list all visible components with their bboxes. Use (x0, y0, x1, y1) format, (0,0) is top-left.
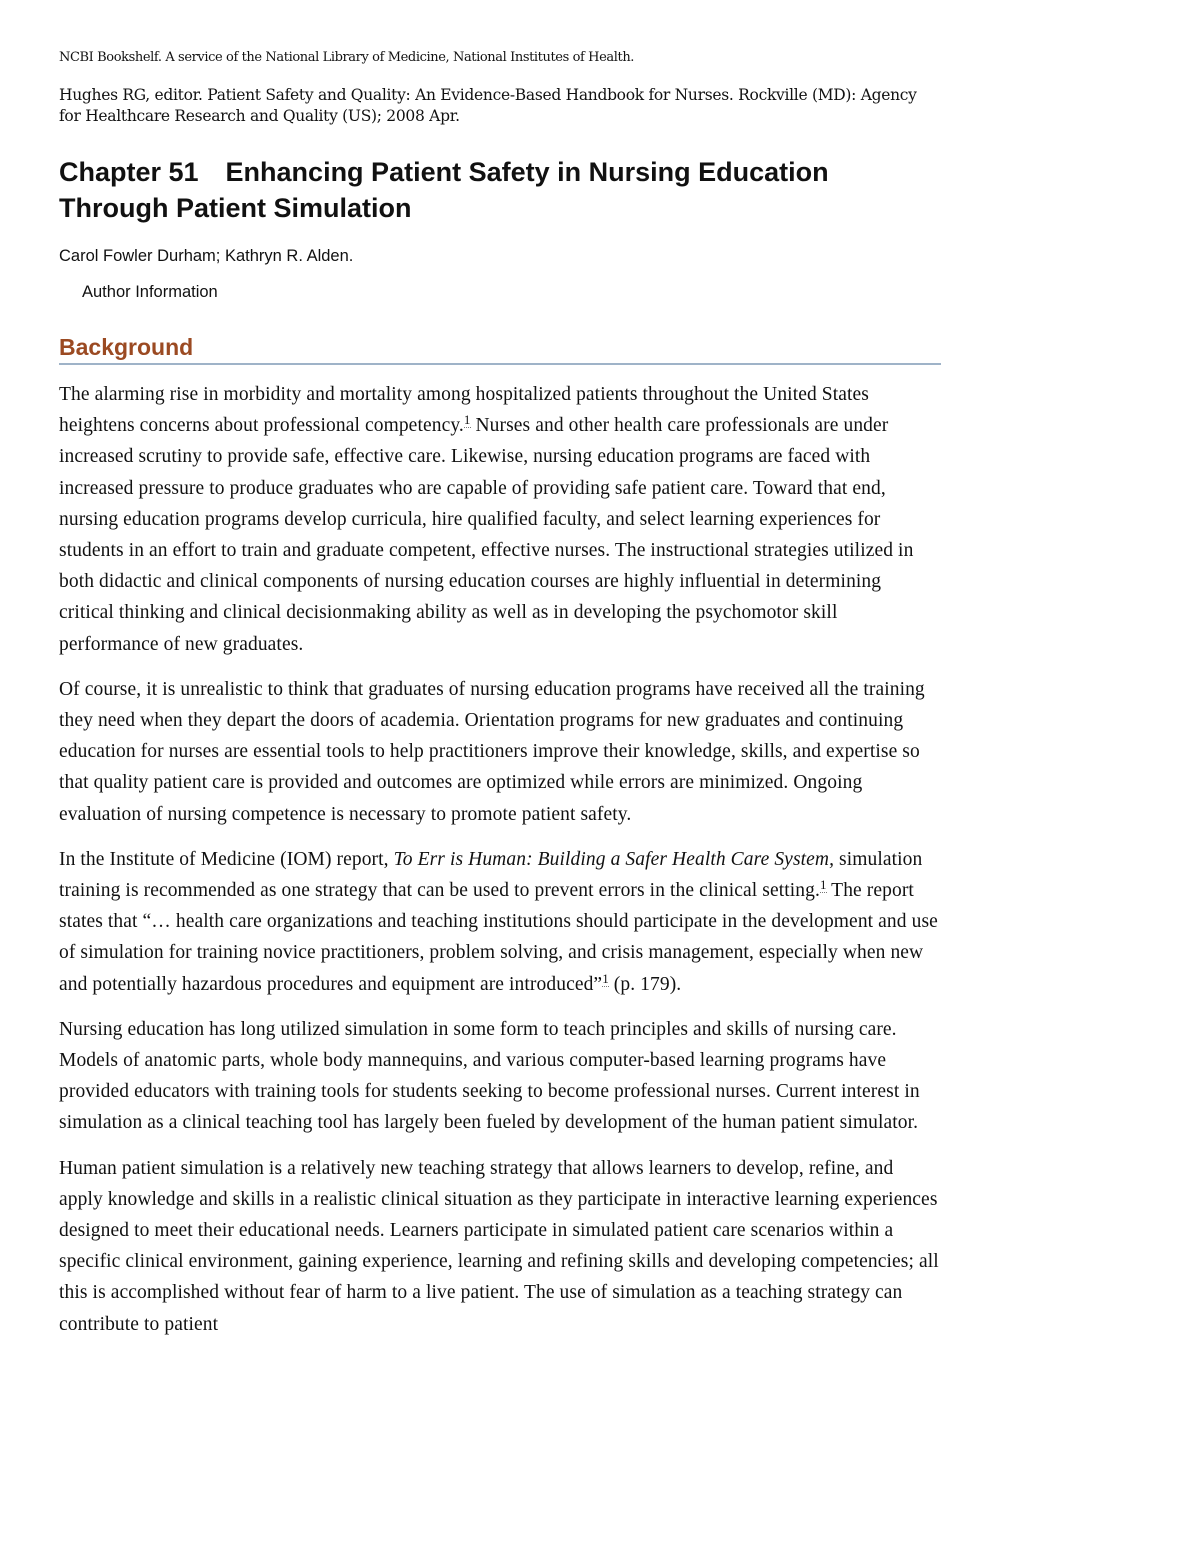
paragraph-3-text-b: simulation training is recommended as one strategy that can be used to prevent errors in the clinical setting. (59, 848, 923, 902)
book-citation: Hughes RG, editor. Patient Safety and Quality: An Evidence-Based Handbook for Nurses. Rockville (MD): Agency for Healthcare Research and Quality (US); 2008 Apr. (59, 86, 917, 125)
chapter-authors: Carol Fowler Durham; Kathryn R. Alden. (59, 247, 354, 265)
paragraph-5: Human patient simulation is a relatively new teaching strategy that allows learners to develop, refine, and apply knowledge and skills in a realistic clinical situation as they participate in interactive learning experiences designed to meet their educational needs. Learners participate in simulated patient care scenarios within a specific clinical environment, gaining experience, learning and refining skills and developing competencies; all this is accomplished without fear of harm to a live patient. The use of simulation as a teaching strategy can contribute to patient (59, 1157, 939, 1335)
chapter-title: Chapter 51 Enhancing Patient Safety in Nursing Education Through Patient Simulation (59, 157, 829, 223)
paragraph-3-text-d: (p. 179). (608, 973, 682, 995)
report-title: To Err is Human: Building a Safer Health Care System, (393, 848, 835, 870)
bookshelf-notice: NCBI Bookshelf. A service of the National Library of Medicine, National Institutes of Health. (59, 50, 635, 65)
author-information-toggle[interactable]: Author Information (82, 283, 218, 301)
paragraph-1 (59, 379, 941, 660)
document-page (59, 48, 941, 1340)
reference-link-1[interactable]: 1 (602, 970, 609, 986)
paragraph-3-text-a: In the Institute of Medicine (IOM) report, (59, 848, 394, 870)
reference-link-1[interactable]: 1 (463, 412, 471, 428)
reference-link-1[interactable]: 1 (819, 877, 827, 893)
section-heading-background: Background (59, 332, 941, 365)
paragraph-4: Nursing education has long utilized simulation in some form to teach principles and skills of nursing care. Models of anatomic parts, whole body mannequins, and various computer-based learning programs have provided educators with training tools for students seeking to become professional nurses. Current interest in simulation as a clinical teaching tool has largely been fueled by development of the human patient simulator. (59, 1018, 920, 1134)
paragraph-3 (59, 844, 941, 1000)
paragraph-1-text-a: The alarming rise in morbidity and mortality among hospitalized patients throughout the United States heightens concerns about professional competency. (59, 384, 869, 437)
paragraph-3-text-c: The report states that “… health care organizations and teaching institutions should participate in the development and use of simulation for training novice practitioners, problem solving, and crisis management, especially when new and potentially hazardous procedures and equipment are introduced” (59, 880, 938, 995)
paragraph-2: Of course, it is unrealistic to think that graduates of nursing education programs have received all the training they need when they depart the doors of academia. Orientation programs for new graduates and continuing education for nurses are essential tools to help practitioners improve their knowledge, skills, and expertise so that quality patient care is provided and outcomes are optimized while errors are minimized. Ongoing evaluation of nursing competence is necessary to promote patient safety. (59, 678, 925, 825)
paragraph-1-text-b: Nurses and other health care professionals are under increased scrutiny to provide safe, effective care. Likewise, nursing education programs are faced with increased pressure to produce graduates who are capable of providing safe patient care. Toward that end, nursing education programs develop curricula, hire qualified faculty, and select learning experiences for students in an effort to train and graduate competent, effective nurses. The instructional strategies utilized in both didactic and clinical components of nursing education courses are highly influential in determining critical thinking and clinical decisionmaking ability as well as in developing the psychomotor skill performance of new graduates. (59, 415, 914, 655)
